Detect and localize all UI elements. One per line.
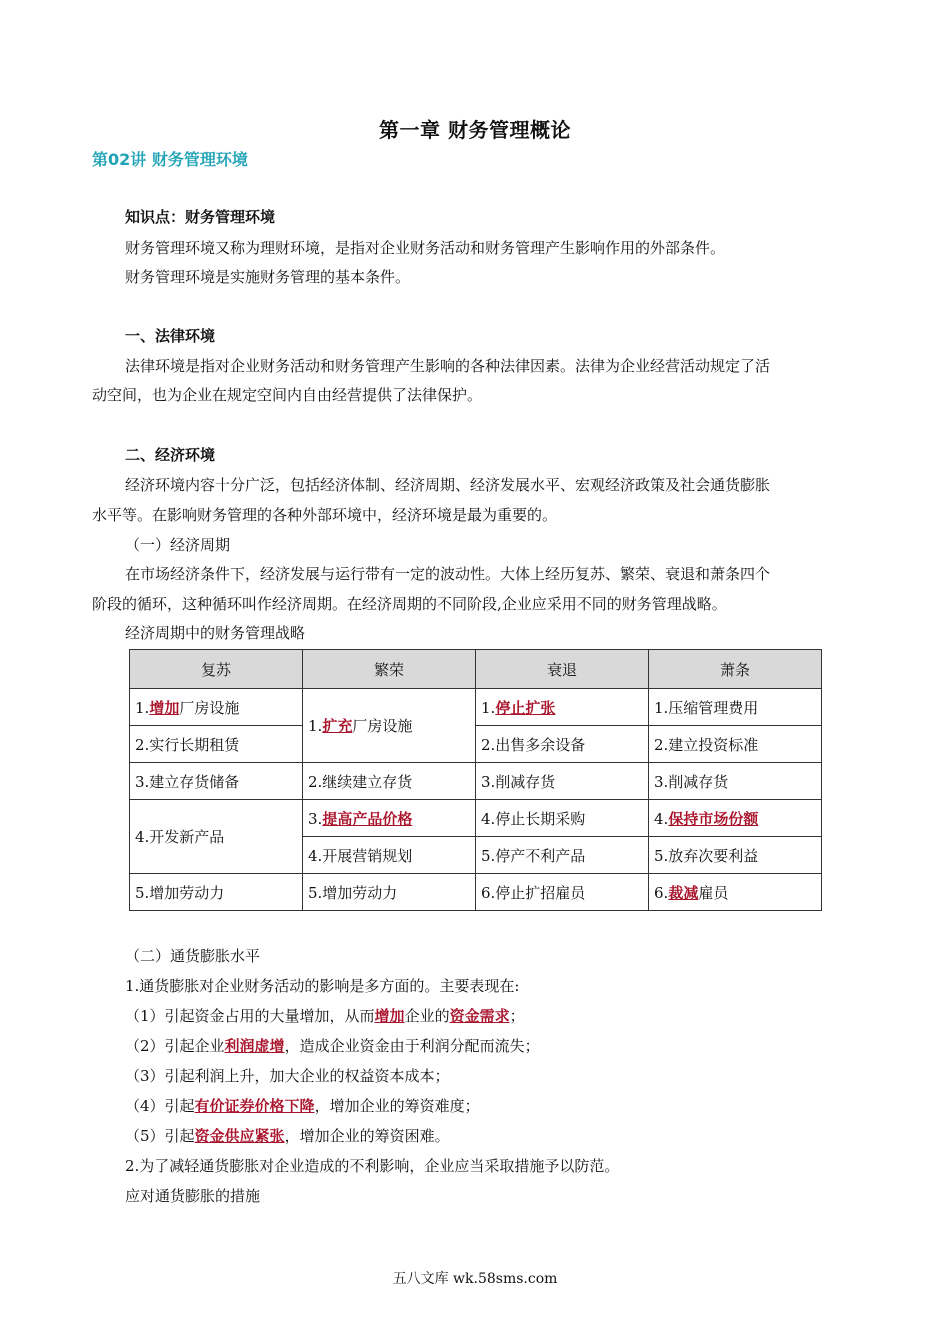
header-depression: 萧条 xyxy=(649,650,822,689)
cell-boom-1: 1.扩充厂房设施 xyxy=(303,689,476,763)
inflation-heading: （二）通货膨胀水平 xyxy=(125,947,261,965)
economic-heading: 二、经济环境 xyxy=(125,446,216,464)
cell-depression-1: 1.压缩管理费用 xyxy=(649,689,822,726)
lecture-title: 第02讲 财务管理环境 xyxy=(92,150,248,169)
page-title: 第一章 财务管理概论 xyxy=(379,118,571,142)
inflation-item-3: （3）引起利润上升，加大企业的权益资本成本； xyxy=(125,1067,450,1085)
cell-boom-5: 5.增加劳动力 xyxy=(303,874,476,911)
cell-recovery-2: 2.实行长期租赁 xyxy=(130,726,303,763)
inflation-item-5: （5）引起资金供应紧张，增加企业的筹资困难。 xyxy=(125,1127,450,1145)
legal-line-2: 动空间，也为企业在规定空间内自由经营提供了法律保护。 xyxy=(92,386,483,404)
table-row xyxy=(130,800,822,837)
inflation-line-1: 1.通货膨胀对企业财务活动的影响是多方面的。主要表现在: xyxy=(125,977,520,995)
cell-depression-3: 3.削减存货 xyxy=(649,763,822,800)
cycle-line-2: 阶段的循环，这种循环叫作经济周期。在经济周期的不同阶段,企业应采用不同的财务管理战略。 xyxy=(92,595,727,613)
legal-heading: 一、法律环境 xyxy=(125,327,216,345)
table-row xyxy=(130,874,822,911)
cycle-line-1: 在市场经济条件下，经济发展与运行带有一定的波动性。大体上经历复苏、繁荣、衰退和萧条四个 xyxy=(125,565,771,583)
cell-boom-3: 3.提高产品价格 xyxy=(303,800,476,837)
cell-recession-1: 1.停止扩张 xyxy=(476,689,649,726)
intro-paragraph-2: 财务管理环境是实施财务管理的基本条件。 xyxy=(125,268,411,286)
cell-recovery-4: 4.开发新产品 xyxy=(130,800,303,874)
inflation-line-3: 应对通货膨胀的措施 xyxy=(125,1187,261,1205)
intro-paragraph-1: 财务管理环境又称为理财环境，是指对企业财务活动和财务管理产生影响作用的外部条件。 xyxy=(125,239,726,257)
cell-recovery-1: 1.增加厂房设施 xyxy=(130,689,303,726)
cell-recession-6: 6.停止扩招雇员 xyxy=(476,874,649,911)
cell-recovery-5: 5.增加劳动力 xyxy=(130,874,303,911)
inflation-line-2: 2.为了减轻通货膨胀对企业造成的不利影响，企业应当采取措施予以防范。 xyxy=(125,1157,620,1175)
cell-recession-2: 2.出售多余设备 xyxy=(476,726,649,763)
table-row xyxy=(130,763,822,800)
header-recession: 衰退 xyxy=(476,650,649,689)
cell-depression-4: 4.保持市场份额 xyxy=(649,800,822,837)
cell-recession-5: 5.停产不利产品 xyxy=(476,837,649,874)
legal-line-1: 法律环境是指对企业财务活动和财务管理产生影响的各种法律因素。法律为企业经营活动规定了活 xyxy=(125,357,771,375)
knowledge-point-heading: 知识点：财务管理环境 xyxy=(125,208,276,226)
table-row xyxy=(130,726,822,763)
cell-recession-3: 3.削减存货 xyxy=(476,763,649,800)
economic-line-1: 经济环境内容十分广泛，包括经济体制、经济周期、经济发展水平、宏观经济政策及社会通货膨胀 xyxy=(125,476,771,494)
table-caption: 经济周期中的财务管理战略 xyxy=(125,624,306,642)
header-recovery: 复苏 xyxy=(130,650,303,689)
cell-depression-2: 2.建立投资标准 xyxy=(649,726,822,763)
cell-depression-5: 5.放弃次要利益 xyxy=(649,837,822,874)
footer-watermark: 五八文库 wk.58sms.com xyxy=(392,1271,558,1287)
economic-line-2: 水平等。在影响财务管理的各种外部环境中，经济环境是最为重要的。 xyxy=(92,506,558,524)
cell-depression-6: 6.裁减雇员 xyxy=(649,874,822,911)
inflation-item-4: （4）引起有价证券价格下降，增加企业的筹资难度； xyxy=(125,1097,480,1115)
cell-recovery-3: 3.建立存货储备 xyxy=(130,763,303,800)
cell-boom-4: 4.开展营销规划 xyxy=(303,837,476,874)
inflation-item-1: （1）引起资金占用的大量增加，从而增加企业的资金需求； xyxy=(125,1007,525,1025)
cell-recession-4: 4.停止长期采购 xyxy=(476,800,649,837)
table-header-row xyxy=(130,650,822,689)
cell-boom-2: 2.继续建立存货 xyxy=(303,763,476,800)
economic-cycle-strategy-table xyxy=(129,649,822,911)
header-boom: 繁荣 xyxy=(303,650,476,689)
cycle-heading: （一）经济周期 xyxy=(125,536,231,554)
table-row xyxy=(130,689,822,726)
inflation-item-2: （2）引起企业利润虚增，造成企业资金由于利润分配而流失； xyxy=(125,1037,540,1055)
